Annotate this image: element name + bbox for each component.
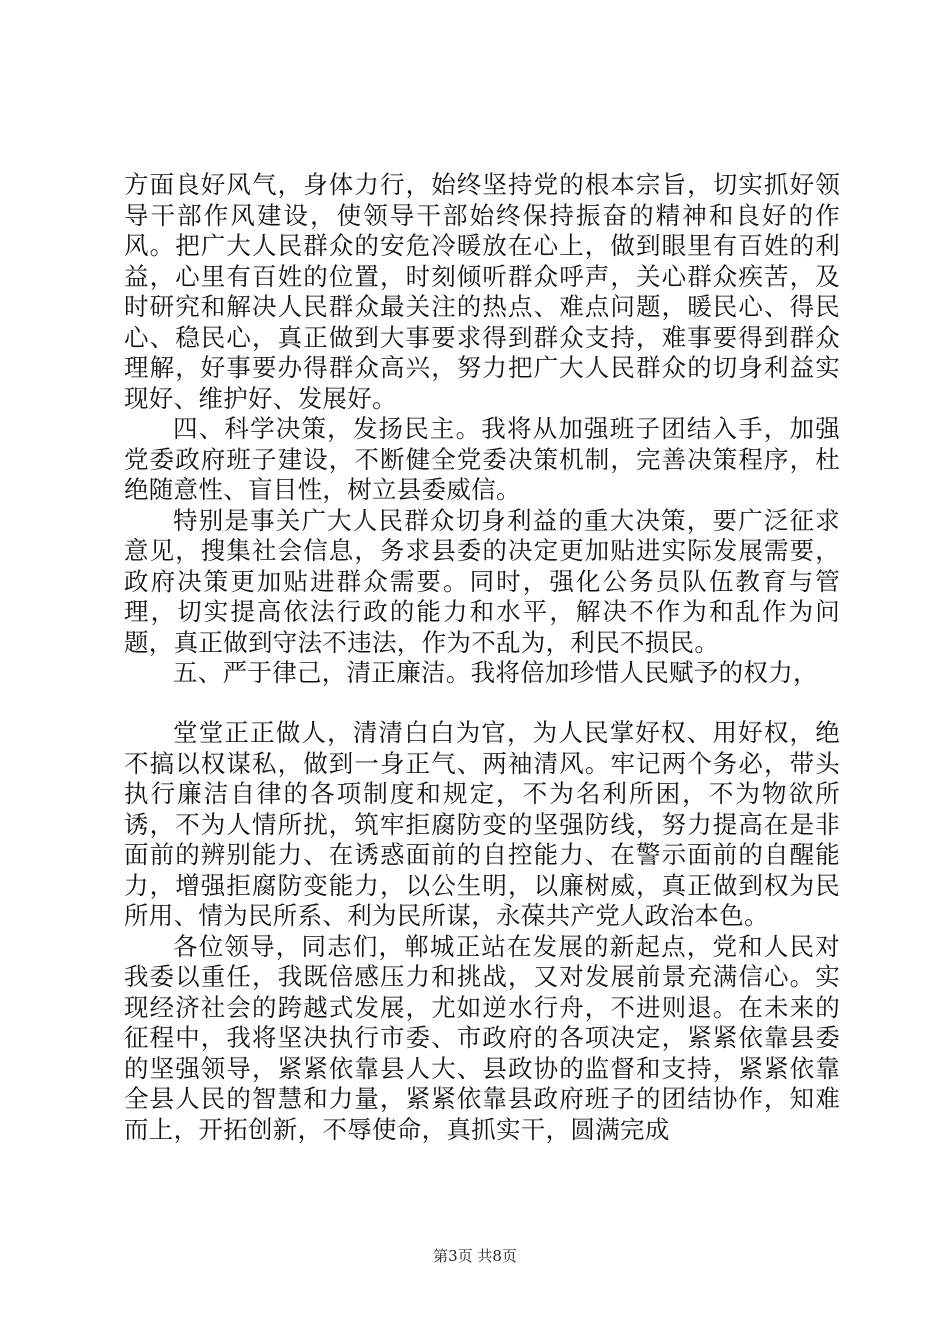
- paragraph-continuation: 方面良好风气，身体力行，始终坚持党的根本宗旨，切实抓好领导干部作风建设，使领导干部始终保持振奋的精神和良好的作风。把广大人民群众的安危冷暖放在心上，做到眼里有百姓的利益，心里有百姓的位置，时刻倾听群众呼声，关心群众疾苦，及时研究和解决人民群众最关注的热点、难点问题，暖民心、得民心、稳民心，真正做到大事要求得到群众支持，难事要得到群众理解，好事要办得群众高兴，努力把广大人民群众的切身利益实现好、维护好、发展好。: [124, 170, 840, 413]
- page-number-footer: 第3页 共8页: [433, 1247, 517, 1265]
- text-block-upper: [124, 170, 840, 689]
- text-block-lower: [124, 718, 840, 1145]
- paragraph-section-four: 四、科学决策，发扬民主。我将从加强班子团结入手，加强党委政府班子建设，不断健全党委决策机制，完善决策程序，杜绝随意性、盲目性，树立县委威信。: [124, 414, 840, 504]
- paragraph-section-five: 五、严于律己，清正廉洁。我将倍加珍惜人民赋予的权力，: [173, 658, 818, 687]
- paragraph-major-decisions: 特别是事关广大人民群众切身利益的重大决策，要广泛征求意见，搜集社会信息，务求县委的决定更加贴进实际发展需要，政府决策更加贴进群众需要。同时，强化公务员队伍教育与管理，切实提高依法行政的能力和水平，解决不作为和乱作为问题，真正做到守法不违法，作为不乱为，利民不损民。: [124, 505, 840, 657]
- paragraph-closing: 各位领导，同志们，郸城正站在发展的新起点，党和人民对我委以重任，我既倍感压力和挑战，又对发展前景充满信心。实现经济社会的跨越式发展，尤如逆水行舟，不进则退。在未来的征程中，我将坚决执行市委、市政府的各项决定，紧紧依靠县委的坚强领导，紧紧依靠县人大、县政协的监督和支持，紧紧依靠全县人民的智慧和力量，紧紧依靠县政府班子的团结协作，知难而上，开拓创新，不辱使命，真抓实干，圆满完成: [124, 931, 840, 1144]
- paragraph-integrity: 堂堂正正做人，清清白白为官，为人民掌好权、用好权，绝不搞以权谋私，做到一身正气、两袖清风。牢记两个务必，带头执行廉洁自律的各项制度和规定，不为名利所困，不为物欲所诱，不为人情所扰，筑牢拒腐防变的坚强防线，努力提高在是非面前的辨别能力、在诱惑面前的自控能力、在警示面前的自醒能力，增强拒腐防变能力，以公生明，以廉树威，真正做到权为民所用、情为民所系、利为民所谋，永葆共产党人政治本色。: [124, 718, 840, 930]
